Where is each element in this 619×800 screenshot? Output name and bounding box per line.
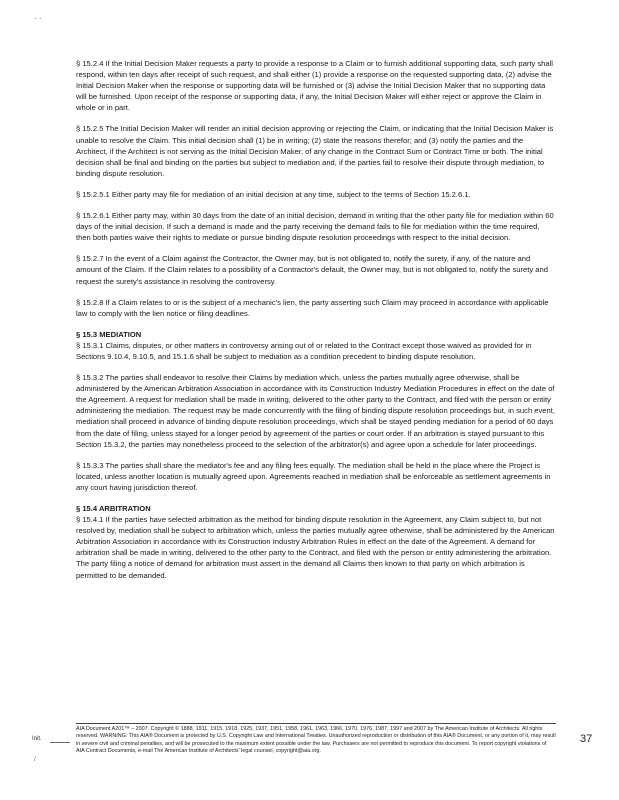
- paragraph-15-2-4: § 15.2.4 If the Initial Decision Maker requests a party to provide a response to a Claim or to furnish additional supporting data, such party shall respond, within ten days after receipt of such request, and shall either (1) provide a response on the requested supporting data, (2) advise the Initial Decision Maker when the response or supporting data will be furnished or (3) advise the Initial Decision Maker that no supporting data will be furnished. Upon receipt of the response or supporting data, if any, the Initial Decision Maker will either reject or approve the Claim in whole or in part.: [76, 59, 553, 113]
- initials-label: Init.: [32, 736, 42, 742]
- paragraph-15-4-1: § 15.4.1 If the parties have selected arbitration as the method for binding dispute resolution in the Agreement, any Claim subject to, but not resolved by, mediation shall be subject to arbitration which, unless the parties mutually agree otherwise, shall be administered by the American Arbitration Association in accordance with its Construction Industry Arbitration Rules in effect on the date of the Agreement. A demand for arbitration shall be made in writing, delivered to the other party to the Contract, and filed with the person or entity administering the arbitration. The party filing a notice of demand for arbitration must assert in the demand all Claims then known to that party on which arbitration is permitted to be demanded.: [76, 515, 555, 580]
- paragraph-15-3-2: § 15.3.2 The parties shall endeavor to resolve their Claims by mediation which, unless the parties mutually agree otherwise, shall be administered by the American Arbitration Association in accordance with its Construction Industry Mediation Procedures in effect on the date of the Agreement. A request for mediation shall be made in writing, delivered to the other party to the Contract, and filed with the person or entity administering the mediation. The request may be made concurrently with the filing of binding dispute resolution proceedings but, in such event, mediation shall proceed in advance of binding dispute resolution proceedings, which shall be stayed pending mediation for a period of 60 days from the date of filing, unless stayed for a longer period by agreement of the parties or court order. If an arbitration is stayed pursuant to this Section 15.3.2, the parties may nonetheless proceed to the selection of the arbitrator(s) and agree upon a schedule for later proceedings.: [76, 373, 555, 449]
- paragraph-15-2-5-1: § 15.2.5.1 Either party may file for mediation of an initial decision at any time, subject to the terms of Section 15.2.6.1.: [76, 189, 471, 199]
- margin-mark: /: [34, 757, 36, 763]
- paragraph-15-2-5: § 15.2.5 The Initial Decision Maker will render an initial decision approving or rejecting the Claim, or indicating that the Initial Decision Maker is unable to resolve the Claim. This initial decision shall (1) be in writing; (2) state the reasons therefor; and (3) notify the parties and the Architect, if the Architect is not serving as the Initial Decision Maker, of any change in the Contract Sum or Contract Time or both. The initial decision shall be final and binding on the parties but subject to mediation and, if the parties fail to resolve their dispute through mediation, to binding dispute resolution.: [76, 124, 554, 178]
- paragraph-15-2-8: § 15.2.8 If a Claim relates to or is the subject of a mechanic's lien, the party asserting such Claim may proceed in accordance with applicable law to comply with the lien notice or filing deadlines.: [76, 297, 549, 318]
- scan-corner-mark: · ·: [34, 14, 42, 23]
- paragraph-15-3-3: § 15.3.3 The parties shall share the mediator's fee and any filing fees equally. The mediation shall be held in the place where the Project is located, unless another location is mutually agreed upon. Agreements reached in mediation shall be enforceable as settlement agreements in any court having jurisdiction thereof.: [76, 460, 551, 492]
- paragraph-15-3-1: § 15.3.1 Claims, disputes, or other matters in controversy arising out of or related to the Contract except those waived as provided for in Sections 9.10.4, 9.10.5, and 15.1.6 shall be subject to mediation as a condition precedent to binding dispute resolution.: [76, 340, 532, 361]
- document-body: [76, 58, 556, 591]
- paragraph-15-2-6-1: § 15.2.6.1 Either party may, within 30 days from the date of an initial decision, demand in writing that the other party file for mediation within 60 days of the initial decision. If such a demand is made and the party receiving the demand fails to file for mediation within the time required, then both parties waive their rights to mediate or pursue binding dispute resolution proceedings with respect to the initial decision.: [76, 211, 554, 243]
- initials-blank-line: [50, 742, 70, 743]
- paragraph-15-2-7: § 15.2.7 In the event of a Claim against the Contractor, the Owner may, but is not obligated to, notify the surety, if any, of the nature and amount of the Claim. If the Claim relates to a possibility of a Contractor's default, the Owner may, but is not obligated to, notify the surety and request the surety's assistance in resolving the controversy.: [76, 254, 548, 286]
- section-heading-arbitration: § 15.4 ARBITRATION: [76, 504, 151, 513]
- copyright-footer: AIA Document A201™ – 2007. Copyright © 1888, 1911, 1915, 1918, 1925, 1937, 1951, 1958, 1961, 1963, 1966, 1970, 1976, 1987, 1997 and 2007 by The American Institute of Architects. All rights reserved. WARNING: This AIA® Document is protected by U.S. Copyright Law and International Treaties. Unauthorized reproduction or distribution of this AIA® Document, or any portion of it, may result in severe civil and criminal penalties, and will be prosecuted to the maximum extent possible under the law. Purchasers are not permitted to reproduce this document. To report copyright violations of AIA Contract Documents, e-mail The American Institute of Architects' legal counsel, copyright@aia.org.: [76, 723, 556, 756]
- section-heading-mediation: § 15.3 MEDIATION: [76, 329, 142, 339]
- page-number: 37: [580, 733, 593, 745]
